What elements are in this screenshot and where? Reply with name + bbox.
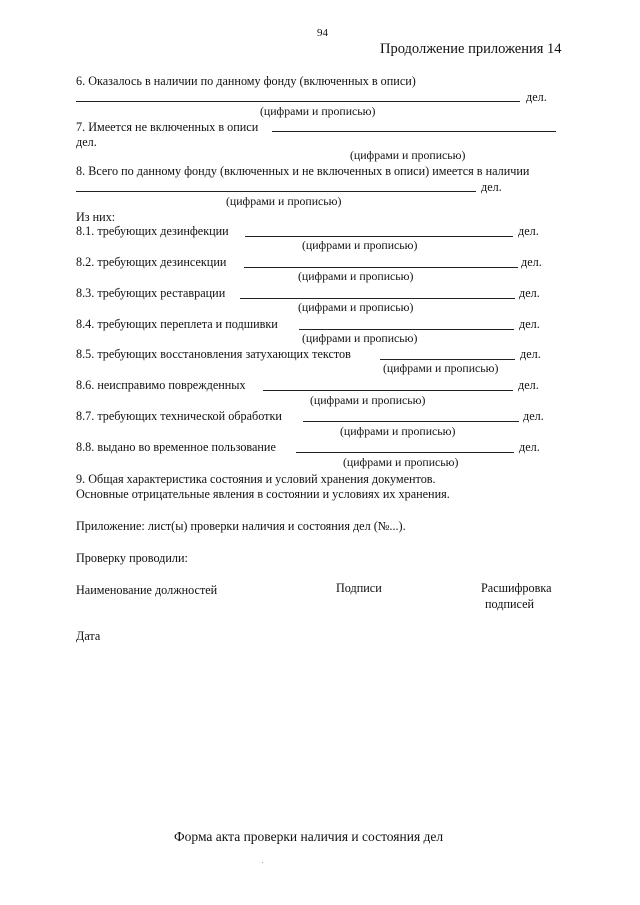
subitem-8-5-fill-line [380, 359, 515, 360]
item-7-fill-line [272, 131, 556, 132]
subitem-8-8-label: 8.8. выдано во временное пользование [76, 440, 276, 454]
subitem-8-4-fill-line [299, 329, 514, 330]
subitem-8-5-label: 8.5. требующих восстановления затухающих текстов [76, 347, 351, 361]
subitem-8-1-fill-line [245, 236, 513, 237]
item-6-unit: дел. [526, 90, 547, 104]
item-6-hint: (цифрами и прописью) [260, 104, 376, 118]
item-6-fill-line [76, 101, 520, 102]
signature-decode-header-line-2: подписей [485, 597, 534, 611]
subitem-8-2-label: 8.2. требующих дезинсекции [76, 255, 227, 269]
item-9-line-2: Основные отрицательные явления в состоянии и условиях их хранения. [76, 487, 450, 501]
subitem-8-4-label: 8.4. требующих переплета и подшивки [76, 317, 278, 331]
item-7-hint: (цифрами и прописью) [350, 148, 466, 162]
page-number: 94 [317, 27, 328, 39]
item-7-unit: дел. [76, 135, 97, 149]
item-6-text: 6. Оказалось в наличии по данному фонду (включенных в описи) [76, 74, 416, 88]
subitem-8-3-unit: дел. [519, 286, 540, 300]
subitem-8-1-unit: дел. [518, 224, 539, 238]
subitem-8-8-fill-line [296, 452, 514, 453]
item-8-text: 8. Всего по данному фонду (включенных и не включенных в описи) имеется в наличии [76, 164, 530, 178]
item-8-hint: (цифрами и прописью) [226, 194, 342, 208]
subitem-8-2-fill-line [244, 267, 518, 268]
scan-speck [262, 862, 263, 863]
item-8-unit: дел. [481, 180, 502, 194]
subitem-8-6-unit: дел. [518, 378, 539, 392]
date-label: Дата [76, 629, 101, 643]
subitem-8-4-unit: дел. [519, 317, 540, 331]
item-7-text: 7. Имеется не включенных в описи [76, 120, 259, 134]
checkers-label: Проверку проводили: [76, 551, 188, 565]
subitem-8-5-hint: (цифрами и прописью) [383, 361, 499, 375]
subitem-8-2-hint: (цифрами и прописью) [298, 269, 414, 283]
item-8-fill-line [76, 191, 476, 192]
signature-signs-header: Подписи [336, 581, 382, 595]
subitem-8-3-fill-line [240, 298, 515, 299]
subitem-8-6-fill-line [263, 390, 513, 391]
item-9-line-1: 9. Общая характеристика состояния и условий хранения документов. [76, 472, 436, 486]
attachment-note: Приложение: лист(ы) проверки наличия и состояния дел (№...). [76, 519, 406, 533]
form-title-caption: Форма акта проверки наличия и состояния дел [174, 829, 444, 844]
subitem-8-7-label: 8.7. требующих технической обработки [76, 409, 282, 423]
subitem-8-8-hint: (цифрами и прописью) [343, 455, 459, 469]
appendix-continuation-header: Продолжение приложения 14 [380, 41, 562, 57]
subitem-8-1-label: 8.1. требующих дезинфекции [76, 224, 229, 238]
subitem-8-4-hint: (цифрами и прописью) [302, 331, 418, 345]
subitem-8-8-unit: дел. [519, 440, 540, 454]
subitem-8-7-unit: дел. [523, 409, 544, 423]
subitem-8-6-label: 8.6. неисправимо поврежденных [76, 378, 246, 392]
subitem-8-7-fill-line [303, 421, 519, 422]
subitem-8-7-hint: (цифрами и прописью) [340, 424, 456, 438]
subitem-8-6-hint: (цифрами и прописью) [310, 393, 426, 407]
iz-nih-label: Из них: [76, 210, 116, 224]
signature-decode-header-line-1: Расшифровка [481, 581, 552, 595]
subitem-8-3-label: 8.3. требующих реставрации [76, 286, 226, 300]
signature-positions-header: Наименование должностей [76, 583, 218, 597]
subitem-8-5-unit: дел. [520, 347, 541, 361]
subitem-8-2-unit: дел. [521, 255, 542, 269]
subitem-8-3-hint: (цифрами и прописью) [298, 300, 414, 314]
subitem-8-1-hint: (цифрами и прописью) [302, 238, 418, 252]
